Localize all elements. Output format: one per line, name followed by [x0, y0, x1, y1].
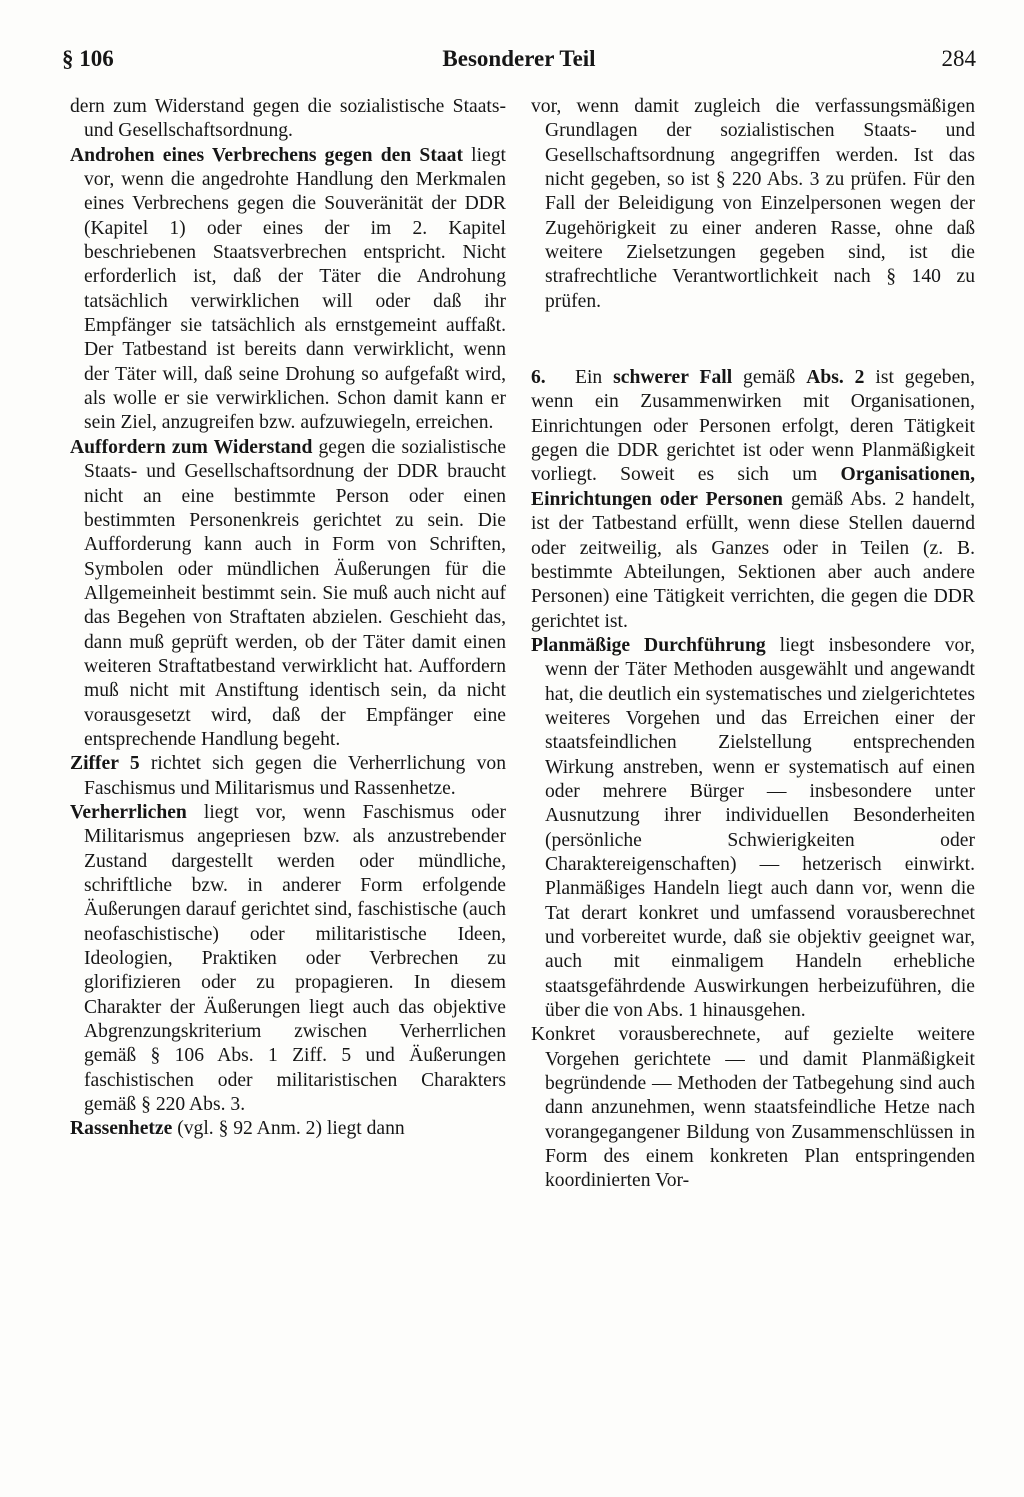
paragraph: [70, 95, 506, 144]
numbered-paragraph: [531, 366, 975, 634]
paragraph-text: dern zum Widerstand gegen die sozialistische Staats- und Gesellschaftsordnung.: [70, 96, 506, 142]
paragraph-text: gemäß Abs. 2 handelt, ist der Tatbestand erfüllt, wenn diese Stellen dauernd oder zeitweilig, als Ganzes oder in Teilen (z. B. bestimmte Abteilungen, Sektionen aber auch andere Personen) eine Tätigkeit verrichten, die gegen die DDR gerichtet ist.: [531, 488, 975, 632]
paragraph-text: Ein: [575, 367, 614, 389]
paragraph-text: liegt vor, wenn die angedrohte Handlung den Merkmalen eines Verbrechens gegen die Souveränität der DDR (Kapitel 1) oder eines der im 2. Kapitel beschriebenen Staatsverbrechen entspricht. Nicht erforderlich ist, daß der Täter die Androhung tatsächlich verwirklichen will oder daß ihr Empfänger sie tatsächlich als ernstgemeint auffaßt. Der Tatbestand ist bereits dann verwirklicht, wenn der Täter will, daß seine Drohung so aufgefaßt wird, als wolle er sie verwirklichen. Schon damit kann er sein Ziel, anzugreifen bzw. aufzuwiegeln, erreichen.: [84, 144, 506, 434]
paragraph-text: Konkret vorausberechnete, auf gezielte weitere Vorgehen gerichtete — und damit Planmäßigkeit begründende — Methoden der Tatbegehung sind auch dann anzunehmen, wenn staatsfeindliche Hetze nach vorangegangener Bildung von Zusammenschlüssen in Form des einem konkreten Plan entspringenden koordinierten Vor-: [531, 1024, 975, 1192]
defined-term: Organisationen, Einrichtungen oder Personen: [531, 464, 975, 510]
paragraph-text: vor, wenn damit zugleich die verfassungsmäßigen Grundlagen der sozialistischen Staats- und Gesellschaftsordnung angegriffen werden. Ist das nicht gegeben, so ist § 220 Abs. 3 zu prüfen. Für den Fall der Beleidigung von Einzelpersonen wegen der Zugehörigkeit zu einer anderen Rasse, ohne daß weitere Zielsetzungen gegeben sind, ist die strafrechtliche Verantwortlichkeit nach § 140 zu prüfen.: [531, 96, 975, 312]
paragraph-text: richtet sich gegen die Verherrlichung von Faschismus und Militarismus und Rassenhetze.: [84, 753, 506, 799]
defined-term: Ziffer 5: [70, 753, 140, 775]
page-number: 284: [941, 46, 976, 71]
defined-term: Abs. 2: [806, 367, 865, 389]
left-column: [70, 95, 506, 1142]
paragraph-text: liegt insbesondere vor, wenn der Täter Methoden ausgewählt und angewandt hat, die deutlich ein systematisches und zielgerichtetes weiteres Vorgehen und das Erreichen einer der staatsfeindlichen Zielstellung entsprechenden Wirkung anstreben, wenn er systematisch auf einen oder mehrere Bürger — insbesondere unter Ausnutzung ihrer individuellen Besonderheiten (persönliche Schwierigkeiten oder Charaktereigenschaften) — hetzerisch einwirkt. Planmäßiges Handeln liegt auch dann vor, wenn die Tat derart konkret und umfassend vorausberechnet und vorbereitet wurde, daß sie objektiv geeignet war, auch mit einmaligem Handeln erhebliche staatsgefährdende Auswirkungen herbeizuführen, die über die von Abs. 1 hinausgehen.: [545, 634, 975, 1022]
paragraph: [70, 752, 506, 801]
paragraph-text: gemäß: [732, 367, 807, 389]
paragraph-text: liegt vor, wenn Faschismus oder Militarismus angepriesen bzw. als anzustrebender Zustand dargestellt werden oder mündliche, schriftliche bzw. in anderer Form erfolgende Äußerungen darauf gerichtet sind, faschistische (auch neofaschistische) oder militaristische Ideen, Ideologien, Praktiken oder Verbrechen zu glorifizieren oder zu propagieren. In diesem Charakter der Äußerungen liegt auch das objektive Abgrenzungskriterium zwischen Verherrlichen gemäß § 106 Abs. 1 Ziff. 5 und Äußerungen faschistischen oder militaristischen Charakters gemäß § 220 Abs. 3.: [84, 801, 506, 1116]
paragraph: [70, 1117, 506, 1141]
paragraph: [531, 95, 975, 314]
paragraph-text: (vgl. § 92 Anm. 2) liegt dann: [172, 1118, 405, 1140]
paragraph: [531, 634, 975, 1024]
paragraph: [70, 144, 506, 436]
defined-term: Auffordern zum Widerstand: [70, 436, 313, 458]
defined-term: Rassenhetze: [70, 1118, 173, 1140]
running-header: [62, 46, 976, 82]
header-title: Besonderer Teil: [442, 46, 596, 71]
defined-term: Androhen eines Verbrechens gegen den Staat: [70, 144, 463, 166]
right-column: [531, 95, 975, 1194]
paragraph: [70, 801, 506, 1117]
paragraph: [70, 436, 506, 752]
defined-term: Planmäßige Durchführung: [531, 634, 766, 656]
section-number: § 106: [62, 46, 114, 71]
paragraph-text: ist gegeben, wenn ein Zusammenwirken mit Organisationen, Einrichtungen oder Personen erfolgt, deren Tätigkeit gegen die DDR gerichtet ist oder wenn Planmäßigkeit vorliegt. Soweit es sich um: [531, 367, 975, 486]
annotation-number: 6.: [531, 367, 546, 389]
paragraph: [531, 1023, 975, 1193]
paragraph-text: gegen die sozialistische Staats- und Gesellschaftsordnung der DDR braucht nicht an eine bestimmte Person oder einen bestimmten Personenkreis gerichtet zu sein. Die Aufforderung kann auch in Form von Schriften, Symbolen oder mündlichen Äußerungen für die Allgemeinheit bestimmt sein. Sie muß auch nicht auf das Begehen von Straftaten abzielen. Geschieht das, dann muß geprüft werden, ob der Täter damit einen weiteren Straftatbestand verwirklicht hat. Auffordern muß nicht mit Anstiftung identisch sein, da nicht vorausgesetzt wird, daß der Empfänger eine entsprechende Handlung begeht.: [84, 436, 506, 750]
defined-term: schwerer Fall: [613, 367, 733, 389]
defined-term: Verherrlichen: [70, 801, 187, 823]
